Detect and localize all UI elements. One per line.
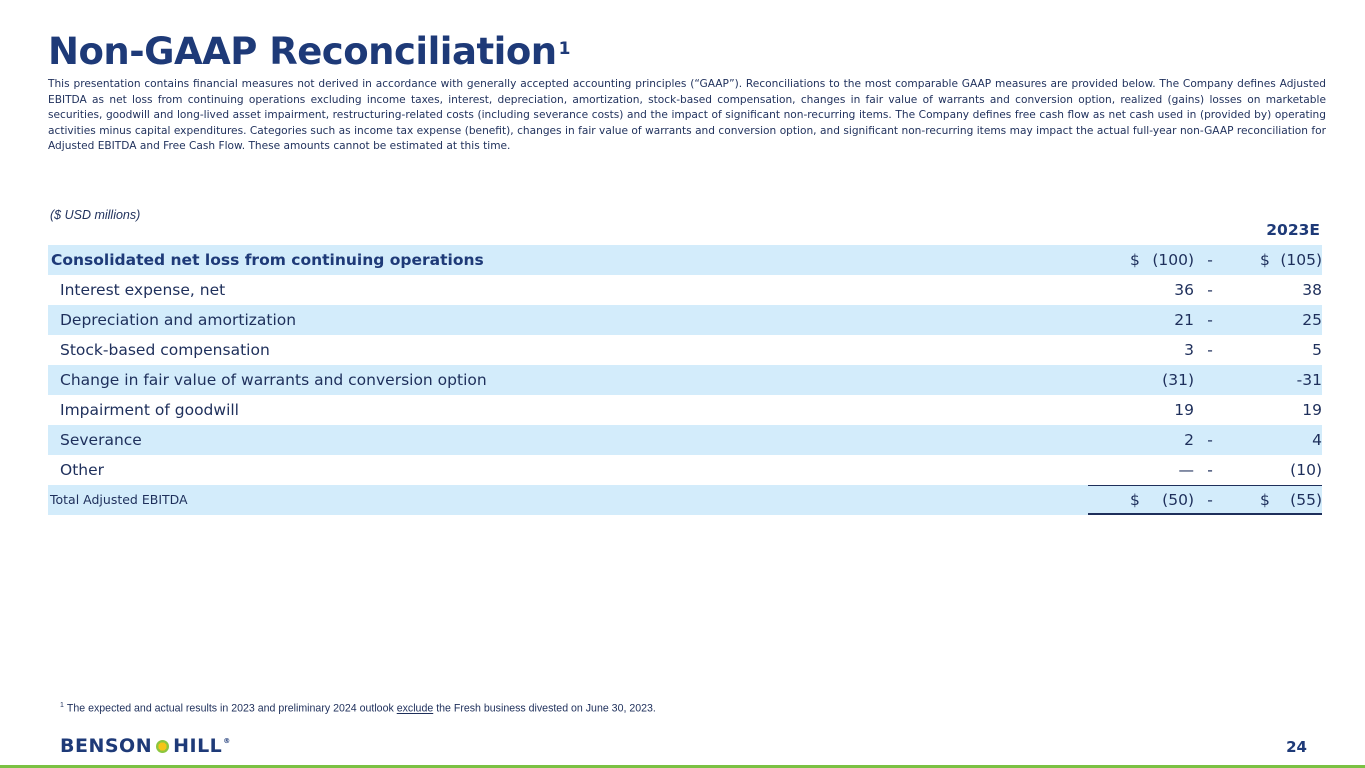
low-value: 3: [1184, 341, 1194, 359]
row-label: Stock-based compensation: [60, 341, 270, 359]
high-value: 5: [1312, 341, 1322, 359]
table-row-total: [48, 485, 1322, 515]
high-value: 25: [1302, 311, 1322, 329]
low-value: 36: [1174, 281, 1194, 299]
total-bottom-rule: [1088, 513, 1322, 515]
row-label: Severance: [60, 431, 142, 449]
column-header-2023e: 2023E: [1266, 221, 1320, 239]
range-separator: -: [1207, 251, 1213, 269]
intro-paragraph: This presentation contains financial measures not derived in accordance with generally accepted accounting principles (“GAAP”). Reconciliations to the most comparable GAAP measures are provided below. The Company defines Adjusted EBITDA as net loss from continuing operations excluding income taxes, interest, depreciation, amortization, stock-based compensation, changes in fair value of warrants and conversion option, realized (gains) losses on marketable securities, goodwill and long-lived asset impairment, restructuring-related costs (including severance costs) and the impact of significant non-recurring items. The Company defines free cash flow as net cash used in (provided by) operating activities minus capital expenditures. Categories such as income tax expense (benefit), changes in fair value of warrants and conversion option, and significant non-recurring items may impact the actual full-year non-GAAP reconciliation for Adjusted EBITDA and Free Cash Flow. These amounts cannot be estimated at this time.: [48, 78, 1326, 152]
logo-text-benson: BENSON: [60, 735, 153, 757]
footnote-text-after: the Fresh business divested on June 30, 2023.: [436, 702, 656, 715]
logo-text-hill: HILL: [173, 735, 223, 757]
row-label: Depreciation and amortization: [60, 311, 297, 329]
logo-registered-mark: ®: [223, 737, 231, 745]
table-row: [48, 245, 1322, 275]
table-row: [48, 395, 1322, 425]
reconciliation-table: [48, 245, 1322, 515]
low-value: 19: [1174, 401, 1194, 419]
high-value: (55): [1290, 491, 1322, 509]
logo-dot-icon: [156, 740, 169, 753]
footnote: [60, 702, 656, 715]
range-separator: -: [1207, 341, 1213, 359]
low-value: —: [1178, 461, 1194, 479]
page-number: 24: [1286, 738, 1307, 756]
range-separator: -: [1207, 311, 1213, 329]
page-title-text: Non-GAAP Reconciliation: [48, 30, 557, 73]
row-label: Impairment of goodwill: [60, 401, 239, 419]
high-currency: $: [1260, 491, 1270, 509]
low-value: (100): [1152, 251, 1194, 269]
table-row: [48, 365, 1322, 395]
table-row: [48, 425, 1322, 455]
low-value: 2: [1184, 431, 1194, 449]
high-currency: $: [1260, 251, 1270, 269]
range-separator: -: [1207, 431, 1213, 449]
high-value: 19: [1302, 401, 1322, 419]
title-footnote-marker: 1: [558, 39, 570, 59]
footnote-emphasis: exclude: [396, 702, 434, 715]
benson-hill-logo: [60, 735, 231, 757]
table-row: [48, 455, 1322, 485]
range-separator: -: [1207, 281, 1213, 299]
units-label: ($ USD millions): [50, 208, 141, 222]
table-row: [48, 305, 1322, 335]
footnote-text-before: The expected and actual results in 2023 and preliminary 2024 outlook: [66, 702, 394, 715]
footnote-marker: 1: [60, 702, 64, 709]
row-label: Other: [60, 461, 105, 479]
low-currency: $: [1130, 251, 1140, 269]
page-title: [48, 30, 570, 73]
low-currency: $: [1130, 491, 1140, 509]
low-value: 21: [1174, 311, 1194, 329]
table-row: [48, 275, 1322, 305]
range-separator: -: [1207, 461, 1213, 479]
high-value: -31: [1296, 371, 1322, 389]
range-separator: -: [1207, 491, 1213, 509]
high-value: 4: [1312, 431, 1322, 449]
row-label: Total Adjusted EBITDA: [50, 492, 188, 507]
low-value: (50): [1162, 491, 1194, 509]
low-value: (31): [1162, 371, 1194, 389]
high-value: (10): [1290, 461, 1322, 479]
row-label: Change in fair value of warrants and conversion option: [60, 371, 487, 389]
high-value: 38: [1302, 281, 1322, 299]
row-label: Interest expense, net: [60, 281, 226, 299]
high-value: (105): [1280, 251, 1322, 269]
table-row: [48, 335, 1322, 365]
row-label: Consolidated net loss from continuing operations: [51, 251, 484, 269]
